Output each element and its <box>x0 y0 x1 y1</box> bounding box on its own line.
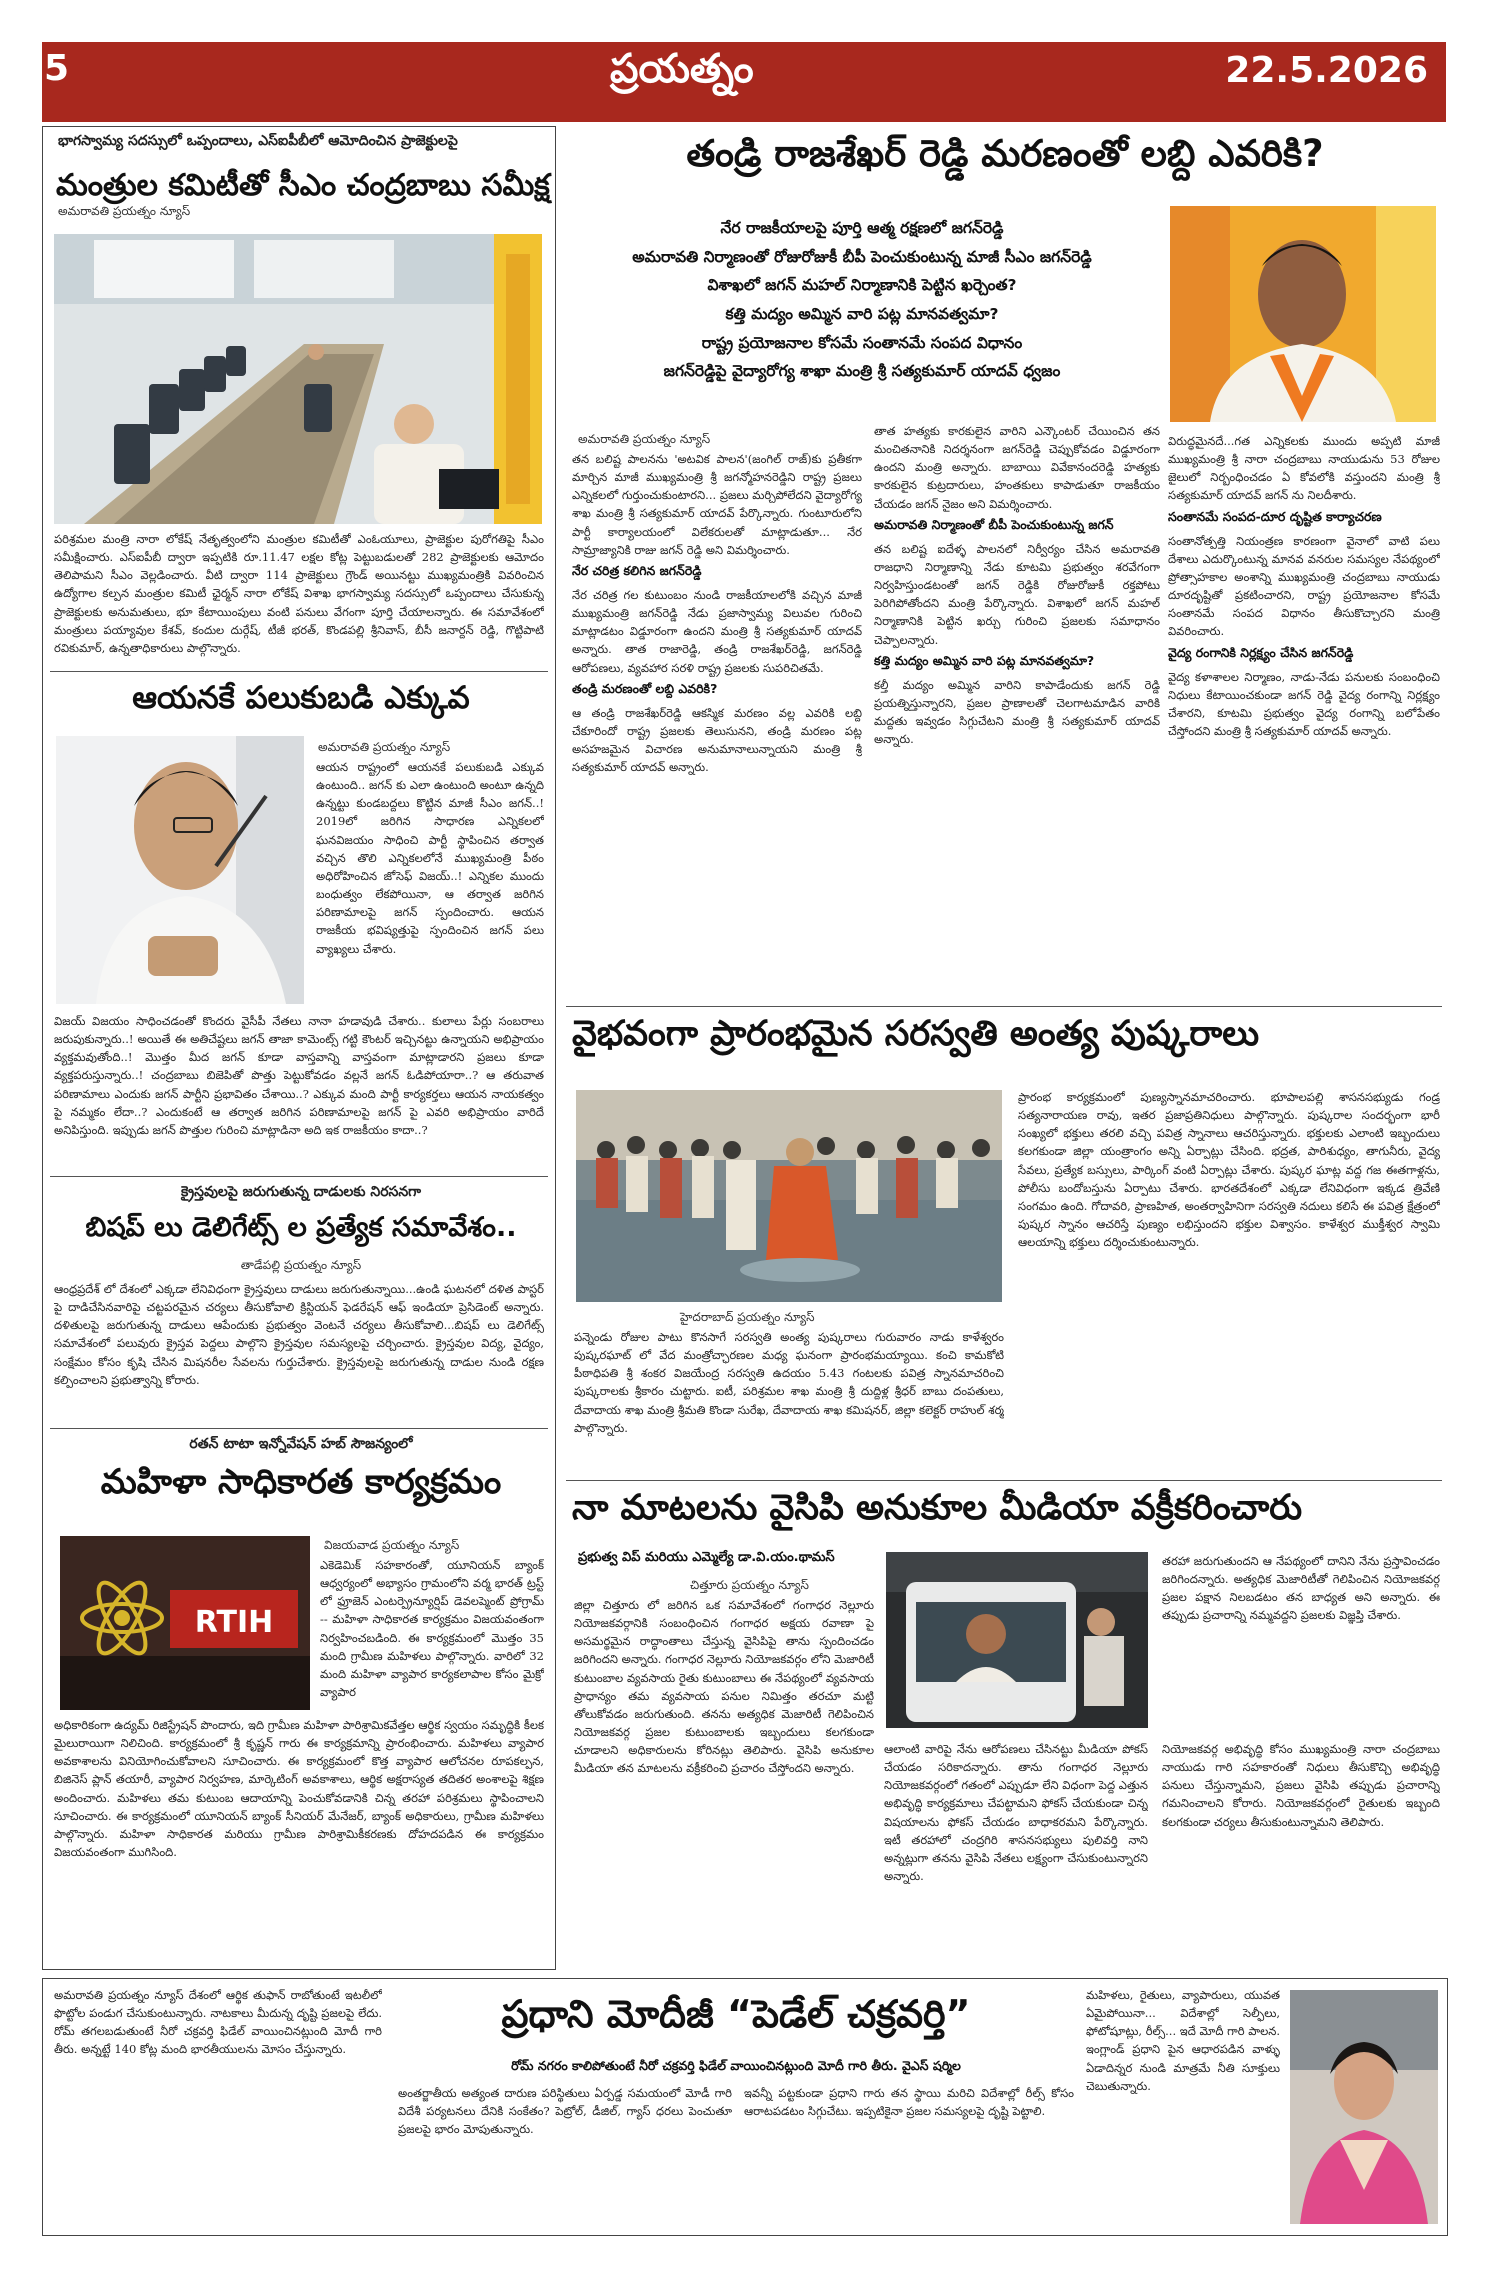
rajasekhar-col2-subhead: అమరావతి నిర్మాణంతో బీపీ పెంచుకుంటున్న జగన్ <box>874 516 1114 532</box>
issue-date: 22.5.2026 <box>1225 50 1428 91</box>
rajasekhar-col1-subhead: తండ్రి మరణంతో లబ్ది ఎవరికి? <box>572 680 718 696</box>
divider <box>50 1176 548 1177</box>
media-article-body-right-bottom: నియోజకవర్గ అభివృద్ధి కోసం ముఖ్యమంత్రి నారా చంద్రబాబు నాయుడు గారి సహకారంతో నిధులు తీసుకొచ్చి అభివృద్ధి పనులు చేస్తున్నామని, ప్రజలు వైసిపి తప్పుడు ప్రచారాన్ని గమనించాలని కోరారు. నియోజకవర్గంలో రైతులకు ఇబ్బంది కలగకుండా చర్యలు తీసుకుంటున్నామని తెలిపారు. <box>1162 1742 1440 1829</box>
rajasekhar-col2-text: కల్తీ మద్యం అమ్మిన వారిని కాపాడేందుకు జగన్ రెడ్డి ప్రయత్నిస్తున్నారని, ప్రజల ప్రాణాలతో చెలగాటమాడిన వారికి మద్దతు ఇవ్వడం సిగ్గుచేటని మంత్రి శ్రీ సత్యకుమార్ యాదవ్ అన్నారు. <box>874 677 1160 747</box>
sharmila-photo <box>1290 1990 1438 2224</box>
rajasekhar-col2 <box>874 422 1160 1002</box>
women-article-headline: మహిళా సాధికారత కార్యక్రమం <box>100 1462 502 1502</box>
rajasekhar-col1 <box>572 450 862 1000</box>
divider <box>50 671 548 672</box>
rajasekhar-col1-subhead: నేర చరిత్ర కలిగిన జగన్‌రెడ్డి <box>572 562 702 578</box>
rtih-logo-photo <box>60 1536 310 1710</box>
pushkaralu-body-right: ప్రారంభ కార్యక్రమంలో పుణ్యస్నానమాచరించారు. భూపాలపల్లి శాసనసభ్యుడు గండ్ర సత్యనారాయణ రావు, ఇతర ప్రజాప్రతినిధులు పాల్గొన్నారు. పుష్కరాల సందర్భంగా భారీ సంఖ్యలో భక్తులు తరలి వచ్చి పవిత్ర స్నానాలు ఆచరిస్తున్నారు. భక్తులకు ఎలాంటి ఇబ్బందులు కలగకుండా జిల్లా యంత్రాంగం అన్ని ఏర్పాట్లు చేసింది. భద్రత, పారిశుధ్యం, తాగునీరు, వైద్య సేవలు, ప్రత్యేక బస్సులు, పార్కింగ్ వంటి ఏర్పాట్లు చేశారు. పుష్కర ఘాట్ల వద్ద గజ ఈతగాళ్లను, పోలీసు బందోబస్తును ఏర్పాటు చేశారు. భారతదేశంలో ఎక్కడా లేనివిధంగా ఇక్కడ త్రివేణి సంగమం ఉంది. గోదావరి, ప్రాణహిత, అంతర్వాహినిగా సరస్వతి నదులు కలిసే ఈ పవిత్ర క్షేత్రంలో పుష్కర స్నానం ఆచరిస్తే పుణ్యం లభిస్తుందని భక్తుల విశ్వాసం. కాళేశ్వర ముక్తీశ్వర స్వామి ఆలయాన్ని భక్తులు దర్శించుకుంటున్నారు. <box>1018 1090 1440 1250</box>
rajasekhar-col1-text: ఆ తండ్రి రాజశేఖర్‌రెడ్డి ఆకస్మిక మరణం వల్ల ఎవరికి లబ్ది చేకూరిందో రాష్ట్ర ప్రజలకు తెలుసునని, తండ్రి మరణం పట్ల అసహజమైన విచారణ అనుమానాలున్నాయని మంత్రి శ్రీ సత్యకుమార్ యాదవ్ అన్నారు. <box>572 705 862 775</box>
pushkaralu-body-left: పన్నెండు రోజుల పాటు కొనసాగే సరస్వతి అంత్య పుష్కరాలు గురువారం నాడు కాళేశ్వరం పుష్కరఘాట్ లో వేద మంత్రోచ్ఛారణల మధ్య ఘనంగా ప్రారంభమయ్యాయి. కంచి కామకోటి పీఠాధిపతి శ్రీ శంకర విజయేంద్ర సరస్వతి ఉదయం 5.43 గంటలకు పవిత్ర స్నానమాచరించి పుష్కరాలకు శ్రీకారం చుట్టారు. ఐటీ, పరిశ్రమల శాఖ మంత్రి శ్రీ దుద్దిళ్ల శ్రీధర్ బాబు దంపతులు, దేవాదాయ శాఖ మంత్రి శ్రీమతి కొండా సురేఖ, దేవాదాయ శాఖ కమిషనర్, జిల్లా కలెక్టర్ రాహుల్ శర్మ పాల్గొన్నారు. <box>574 1330 1004 1435</box>
modi-article-body-far: మహిళలు, రైతులు, వ్యాపారులు, యువత ఏమైపోయినా... విదేశాల్లో సెల్ఫీలు, ఫోటోషూట్లు, రీల్స్... ఇదే మోదీ గారి పాలన. ఇంగ్లాండ్ ప్రధాని పైన ఆధారపడిన వాళ్ళు ఏడాదిన్నర నుండి మాత్రమే నీతి సూక్తులు చెబుతున్నారు. <box>1086 1988 1280 2093</box>
women-article-byline: విజయవాడ ప్రయత్నం న్యూస్ <box>324 1538 460 1552</box>
modi-article-headline: ప్రధాని మోదీజీ “పెడేల్ చక్రవర్తి” <box>501 1992 971 2036</box>
rajasekhar-subhead: రాష్ట్ర ప్రయోజనాల కోసమే సంతానమే సంపద విధానం <box>701 333 1023 352</box>
rajasekhar-subhead: జగన్‌రెడ్డిపై వైద్యారోగ్య శాఖా మంత్రి శ్రీ సత్యకుమార్ యాదవ్ ధ్వజం <box>663 362 1061 381</box>
rajasekhar-col3-subhead: వైద్య రంగానికి నిర్లక్ష్యం చేసిన జగన్‌రెడ్డి <box>1168 644 1354 660</box>
media-article-body-left: జిల్లా చిత్తూరు లో జరిగిన ఒక సమావేశంలో గంగాధర నెల్లూరు నియోజకవర్గానికి సంబంధించిన గంగాధర అక్షయ రవాణా పై అసమర్థమైన రాద్ధాంతాలు చేస్తున్న వైసిపిపై తాను స్పందించడం జరిగిందని అన్నారు. గంగాధర నెల్లూరు నియోజకవర్గం లోని మెజారిటీ కుటుంబాల వ్యవసాయ రైతు కుటుంబాలు ఈ నేపథ్యంలో వ్యవసాయ ప్రాధాన్యం తమ వ్యవసాయ పనుల నిమిత్తం తరచూ మట్టి తోలుకోవడం జరుగుతుంది. తనను అత్యధిక మెజారిటీ గెలిపించిన నియోజకవర్గ ప్రజల కుటుంబాలకు ఇబ్బందులు కలగకుండా చూడాలని అధికారులను కోరినట్లు తెలిపారు. వైసిపి అనుకూల మీడియా తన మాటలను వక్రీకరించి ప్రచారం చేస్తోందని అన్నారు. <box>574 1598 874 1776</box>
rajasekhar-article-byline: అమరావతి ప్రయత్నం న్యూస్ <box>578 432 711 446</box>
rajasekhar-col2-subhead: కత్తి మద్యం అమ్మిన వారి పట్ల మానవత్వమా? <box>874 652 1095 668</box>
bishops-article-kicker: క్రైస్తవులపై జరుగుతున్న దాడులకు నిరసనగా <box>180 1184 422 1200</box>
women-article-kicker: రతన్ టాటా ఇన్నోవేషన్ హబ్ సౌజన్యంలో <box>189 1436 413 1452</box>
media-article-byline-bold: ప్రభుత్వ విప్ మరియు ఎమ్మెల్యే డా.వి.యం.థామస్ <box>578 1550 835 1565</box>
modi-article-body-left: అమరావతి ప్రయత్నం న్యూస్ దేశంలో ఆర్థిక తుఫాన్ రాబోతుంటే ఇటలీలో ఫొట్టోల పండుగ చేసుకుంటున్నారు. నాటకాలు మీదున్న దృష్టి ప్రజలపై లేదు. రోమ్ తగలబడుతుంటే నీరో చక్రవర్తి ఫిడేల్ వాయించినట్లుంది మోదీ గారి తీరు. అన్నట్టే 140 కోట్ల మంది భారతీయులను మోసం చేస్తున్నారు. <box>54 1988 382 2057</box>
media-article-byline: చిత్తూరు ప్రయత్నం న్యూస్ <box>690 1578 809 1592</box>
rajasekhar-col2-text: తాత హత్యకు కారకులైన వారిని ఎన్కౌంటర్ చేయించిన తన మంచితనానికి నిదర్శనంగా జగన్‌రెడ్డి చెప్పుకోవడం విడ్డూరంగా ఉందని మంత్రి అన్నారు. బాబాయి వివేకానందరెడ్డి హత్యకు కారకులైన కుట్రదారులు, హంతకులు కాపాడుతూ రాజకీయం చేయడం జగన్ నైజం అని విమర్శించారు. <box>874 424 1160 511</box>
cm-article-headline: మంత్రుల కమిటీతో సీఎం చంద్రబాబు సమీక్ష <box>56 168 550 203</box>
page-number: 5 <box>44 48 70 89</box>
satyakumar-photo <box>1170 206 1436 422</box>
rajasekhar-col3-text: వైద్య కళాశాలల నిర్మాణం, నాడు-నేడు పనులకు సంబంధించి నిధులు కేటాయించకుండా జగన్ రెడ్డి వైద్య రంగాన్ని నిర్లక్ష్యం చేశారని, కూటమి ప్రభుత్వం వైద్య రంగాన్ని బలోపేతం చేస్తోందని మంత్రి శ్రీ సత్యకుమార్ యాదవ్ అన్నారు. <box>1168 669 1440 739</box>
jagan-article-byline: అమరావతి ప్రయత్నం న్యూస్ <box>318 740 451 754</box>
rajasekhar-col1-text: తన బలిష్ట పాలనను 'అటవిక పాలన'(జంగిల్ రాజ్)కు ప్రతీకగా మార్చిన మాజీ ముఖ్యమంత్రి శ్రీ జగన్మోహనరెడ్డిని రాష్ట్ర ప్రజలు ఎన్నికలలో గుర్తుంచుకుంటారని... ప్రజలు మర్చిపోలేదని వైద్యారోగ్య శాఖ మంత్రి శ్రీ సత్యకుమార్ యాదవ్ పేర్కొన్నారు. గుంటూరులోని పార్టీ కార్యాలయంలో విలేకరులతో మాట్లాడుతూ... నేర సామ్రాజ్యానికి రాజు జగన్ రెడ్డి అని విమర్శించారు. <box>572 452 862 557</box>
jagan-article-body-side: ఆయన రాష్ట్రంలో ఆయనకే పలుకుబడి ఎక్కువ ఉంటుంది.. జగన్ కు ఎలా ఉంటుంది అంటూ ఉన్నది ఉన్నట్టు కుండబద్దలు కొట్టిన మాజీ సీఎం జగన్..! 2019లో జరిగిన సాధారణ ఎన్నికలలో ఘనవిజయం సాధించి పార్టీ స్థాపించిన తర్వాత వచ్చిన తొలి ఎన్నికలలోనే ముఖ్యమంత్రి పీఠం అధిరోహించిన జోసెఫ్ విజయ్..! ఎన్నికల ముందు బంధుత్వం లేకపోయినా, ఆ తర్వాత జరిగిన పరిణామాలపై జగన్ స్పందించారు. ఆయన రాజకీయ భవిష్యత్తుపై స్పందించిన జగన్ పలు వ్యాఖ్యలు చేశారు. <box>316 760 544 956</box>
rajasekhar-col3-text: సంతానోత్పత్తి నియంత్రణ కారణంగా వైనాలో వాటి పలు దేశాలు ఎదుర్కొంటున్న మానవ వనరుల సమస్యల నేపథ్యంలో ప్రోత్సాహకాల అంశాన్ని ముఖ్యమంత్రి చంద్రబాబు నాయుడు దూరదృష్టితో ప్రకటించారని, రాష్ట్ర ప్రయోజనాల కోసమే సంతానమే సంపద విధానం తీసుకొచ్చారని మంత్రి వివరించారు. <box>1168 533 1440 639</box>
rajasekhar-subhead: విశాఖలో జగన్ మహల్ నిర్మాణానికి పెట్టిన ఖర్చెంత? <box>707 276 1017 295</box>
modi-article-subhead: రోమ్ నగరం కాలిపోతుంటే నీరో చక్రవర్తి ఫిడేల్ వాయించినట్లుంది మోదీ గారి తీరు. వైఎస్ షర్మిల <box>511 2058 961 2073</box>
rajasekhar-subhead: నేర రాజకీయాలపై పూర్తి ఆత్మ రక్షణలో జగన్‌రెడ్డి <box>720 219 1004 237</box>
divider <box>566 1006 1442 1007</box>
rajasekhar-col3 <box>1168 432 1440 1002</box>
rajasekhar-subhead: కత్తి మద్యం అమ్మిన వారి పట్ల మానవత్వమా? <box>725 305 999 324</box>
bishops-article-body: ఆంధ్రప్రదేశ్ లో దేశంలో ఎక్కడా లేనివిధంగా క్రైస్తవులు దాడులు జరుగుతున్నాయి...ఉండి ఘటనలో దళిత పాస్టర్ పై దాడిచేసినవారిపై చట్టపరమైన చర్యలు తీసుకోవాలి క్రిస్టియన్ ఫెడరేషన్ ఆఫ్ ఇండియా ప్రెసిడెంట్ అన్నారు. దళితులపై జరుగుతున్న దాడులు ఆపేందుకు ప్రభుత్వం వెంటనే చర్యలు తీసుకోవాలి...బిషప్ లు డెలిగేట్స్ సమావేశంలో పలువురు క్రైస్తవ పెద్దలు పాల్గొని క్రైస్తవుల సమస్యలపై చర్చించారు. క్రైస్తవుల విద్య, వైద్యం, సంక్షేమం కోసం కృషి చేసిన మిషనరీల సేవలను గుర్తుచేశారు. క్రైస్తవులపై జరుగుతున్న దాడుల నుండి రక్షణ కల్పించాలని ప్రభుత్వాన్ని కోరారు. <box>54 1282 544 1387</box>
women-article-body: అధికారికంగా ఉద్యమ్ రిజిస్ట్రేషన్ పొందారు, ఇది గ్రామీణ మహిళా పారిశ్రామికవేత్తల ఆర్థిక స్వయం సమృద్ధికి కీలక మైలురాయిగా నిలిచింది. కార్యక్రమంలో శ్రీ కృష్ణన్ గారు ఈ కార్యక్రమాన్ని ప్రారంభించారు. మహిళలు వ్యాపార అవకాశాలను వినియోగించుకోవాలని సూచించారు. ఈ కార్యక్రమంలో కొత్త వ్యాపార ఆలోచనల రూపకల్పన, బిజినెస్ ప్లాన్ తయారీ, వ్యాపార నిర్వహణ, మార్కెటింగ్ అవకాశాలు, ఆర్థిక అక్షరాస్యత తదితర అంశాలపై శిక్షణ అందించారు. మహిళలు తమ కుటుంబ ఆదాయాన్ని పెంచుకోవడానికి చిన్న తరహా పరిశ్రమలు స్థాపించాలని సూచించారు. ఈ కార్యక్రమంలో యూనియన్ బ్యాంక్ సీనియర్ మేనేజర్, బ్యాంక్ అధికారులు, గ్రామీణ మహిళలు పాల్గొన్నారు. మహిళా సాధికారత మరియు గ్రామీణ పారిశ్రామికీకరణకు దోహదపడిన ఈ కార్యక్రమం విజయవంతంగా ముగిసింది. <box>54 1718 544 1860</box>
jagan-article-body: విజయ్ విజయం సాధించడంతో కొందరు వైసీపీ నేతలు నానా హడావుడి చేశారు.. కులాలు పేర్లు సంబరాలు జరుపుకున్నారు..! అయితే ఈ అతిచేష్టలు జగన్ తాజా కామెంట్స్ గట్టి కౌంటర్ ఇచ్చినట్టు ఉన్నాయని అభిప్రాయం వ్యక్తమవుతోంది..! మొత్తం మీద జగన్ కూడా వాస్తవాన్ని వాస్తవంగా మాట్లాడారని ప్రజలు కూడా వ్యక్తపరుస్తున్నారు..! చంద్రబాబు బిజెపితో పొత్తు పెట్టుకోవడం వల్లనే జగన్ ఓడిపోయారా..? ఆ తరువాత పరిణామాలు ఎందుకు జగన్ పార్టీని ప్రభావితం చేశాయి..? ఎక్కువ మంది పార్టీ కార్యకర్తలు ఆయన నాయకత్వం పై నమ్మకం లేదా..? ఎందుకంటే ఆ తర్వాత జరిగిన పరిణామాలపై జగన్ పై ఎవరి అభిప్రాయం వారిదే అనిపిస్తుంది. ఇప్పుడు జగన్ పొత్తుల గురించి మాట్లాడినా అది ఇక రాజకీయం కాదా..? <box>54 1014 544 1137</box>
cm-article-kicker: భాగస్వామ్య సదస్సులో ఒప్పందాలు, ఎస్ఐపీబీలో ఆమోదించిన ప్రాజెక్టులపై <box>58 133 458 149</box>
cm-article-byline: అమరావతి ప్రయత్నం న్యూస్ <box>58 204 191 218</box>
rajasekhar-col2-text: తన బలిష్ట ఐదేళ్ళ పాలనలో నిర్వీర్యం చేసిన అమరావతి రాజధాని నిర్మాణాన్ని నేడు కూటమి ప్రభుత్వం శరవేగంగా నిర్వహిస్తుండటంతో జగన్ రెడ్డికి రోజురోజుకీ రక్తపోటు పెరిగిపోతోందని మంత్రి పేర్కొన్నారు. విశాఖలో జగన్ మహల్ నిర్మాణానికి పెట్టిన ఖర్చు గురించి ప్రజలకు సమాధానం చెప్పాలన్నారు. <box>874 541 1160 647</box>
jagan-article-headline: ఆయనకే పలుకుబడి ఎక్కువ <box>132 680 470 716</box>
modi-article-body-mid: అంతర్జాతీయ అత్యంత దారుణ పరిస్థితులు ఏర్పడ్డ సమయంలో మోడీ గారి విదేశీ పర్యటనలు దేనికి సంకేతం? పెట్రోల్, డీజిల్, గ్యాస్ ధరలు పెంచుతూ ప్రజలపై భారం మోపుతున్నారు. <box>398 2086 732 2137</box>
rajasekhar-col3-subhead: సంతానమే సంపద-దూర దృష్టిత కార్యాచరణ <box>1168 508 1382 524</box>
pushkaralu-byline: హైదరాబాద్ ప్రయత్నం న్యూస్ <box>680 1310 815 1324</box>
paper-name: ప్రయత్నం <box>610 46 754 92</box>
bishops-article-headline: బిషప్ లు డెలిగేట్స్ ల ప్రత్యేక సమావేశం.. <box>85 1212 517 1243</box>
pushkaralu-photo <box>576 1090 1002 1302</box>
rajasekhar-subhead: అమరావతి నిర్మాణంతో రోజురోజుకీ బీపీ పెంచుకుంటున్న మాజీ సీఎం జగన్‌రెడ్డి <box>632 247 1092 266</box>
rajasekhar-col1-text: నేర చరిత్ర గల కుటుంబం నుండి రాజకీయాలలోకి వచ్చిన మాజీ ముఖ్యమంత్రి జగన్‌రెడ్డి నేడు ప్రజాస్వామ్య విలువల గురించి మాట్లాడటం విడ్డూరంగా ఉందని మంత్రి శ్రీ సత్యకుమార్ యాదవ్ అన్నారు. తాత రాజారెడ్డి, తండ్రి రాజశేఖర్‌రెడ్డి, జగన్‌రెడ్డి ఆరోపణలు, వ్యవహార సరళి రాష్ట్ర ప్రజలకు సుపరిచితమే. <box>572 587 862 675</box>
media-article-headline: నా మాటలను వైసిపి అనుకూల మీడియా వక్రీకరించారు <box>572 1488 1303 1528</box>
women-article-body-side: ఎకెడెమిక్ సహకారంతో, యూనియన్ బ్యాంక్ ఆధ్వర్యంలో అభ్యాసం గ్రామంలోని వర్మ భారత్ ట్రస్ట్ లో ఫ్రూజెన్ ఎంటర్ప్రెన్యూర్షిప్ డెవలప్మెంట్ ప్రోగ్రామ్ -- మహిళా సాధికారత కార్యక్రమం విజయవంతంగా నిర్వహించబడింది. ఈ కార్యక్రమంలో మొత్తం 35 మంది గ్రామీణ మహిళలు పాల్గొన్నారు. వారిలో 32 మంది మహిళా వ్యాపార కార్యకలాపాల కోసం మైక్రో వ్యాపార <box>320 1558 544 1700</box>
jagan-photo <box>56 736 304 1004</box>
divider <box>50 1428 548 1429</box>
thomas-photo <box>886 1552 1148 1728</box>
media-article-body-mid: ఆలాంటి వారిపై నేను ఆరోపణలు చేసినట్టు మీడియా పోకస్ చేయడం సరికాదన్నారు. తాను గంగాధర నెల్లూరు నియోజకవర్గంలో గతంలో ఎప్పుడూ లేని విధంగా పెద్ద ఎత్తున అభివృద్ధి కార్యక్రమాలు చేపట్టామని ఫోకస్ చేయకుండా చిన్న విషయాలను ఫోకస్ చేయడం బాధాకరమని పేర్కొన్నారు. ఇటీ తరహాలో చంద్రగిరి శాసనసభ్యులు పులివర్తి నాని అన్నట్లుగా తనను వైసిపి నేతలు లక్ష్యంగా చేసుకుంటున్నారని అన్నారు. <box>884 1742 1148 1884</box>
media-article-body-right-top: తరహా జరుగుతుందని ఆ నేపథ్యంలో దానిని నేను ప్రస్తావించడం జరిగిందన్నారు. అత్యధిక మెజారిటీతో గెలిపించిన నియోజకవర్గ ప్రజల పక్షాన నిలబడటం తన బాధ్యత అని అన్నారు. ఈ తప్పుడు ప్రచారాన్ని నమ్మవద్దని ప్రజలకు విజ్ఞప్తి చేశారు. <box>1162 1554 1440 1623</box>
rtih-logo-text: RTIH <box>194 1605 274 1640</box>
cm-article-body: పరిశ్రమల మంత్రి నారా లోకేష్ నేతృత్వంలోని మంత్రుల కమిటీతో ఎంఓయూలు, ప్రాజెక్టుల పురోగతిపై సీఎం సమీక్షించారు. ఎస్ఐపీబీ ద్వారా ఇప్పటికి రూ.11.47 లక్షల కోట్ల పెట్టుబడులతో 282 ప్రాజెక్టులకు ఆమోదం తెలిపామని సీఎం వెల్లడించారు. వీటి ద్వారా 114 ప్రాజెక్టులు గ్రౌండ్ అయినట్టు ముఖ్యమంత్రికి వివరించిన ఉద్యోగాల కల్పన మంత్రుల కమిటీ ఛైర్మన్ నారా లోకేష్ విశాఖ భాగస్వామ్య సదస్సులో ఒప్పందాలు చేసుకున్న ప్రాజెక్టులకు అనుమతులు, భూ కేటాయింపులు వంటి పనులు వేగంగా పూర్తి చేయాలన్నారు. ఈ సమావేశంలో మంత్రులు పయ్యావుల కేశవ్, కందుల దుర్గేష్, టీజీ భరత్, కొండపల్లి శ్రీనివాస్, బీసీ జనార్దన్ రెడ్డి, గొట్టిపాటి రవికుమార్, ఉన్నతాధికారులు పాల్గొన్నారు. <box>54 532 544 655</box>
bishops-article-byline: తాడేపల్లి ప్రయత్నం న్యూస్ <box>240 1258 362 1272</box>
pushkaralu-article-headline: వైభవంగా ప్రారంభమైన సరస్వతి అంత్య పుష్కరాలు <box>572 1014 1260 1054</box>
rajasekhar-article-headline: తండ్రి రాజశేఖర్ రెడ్డి మరణంతో లబ్ది ఎవరికి? <box>686 132 1324 175</box>
rajasekhar-col3-text: విరుద్ధమైనదే...గత ఎన్నికలకు ముందు అప్పటి మాజీ ముఖ్యమంత్రి శ్రీ నారా చంద్రబాబు నాయుడును 53 రోజుల జైలులో నిర్బంధించడం ఏ కోవలోకి వస్తుందని మంత్రి శ్రీ సత్యకుమార్ యాదవ్ జగన్ ను నిలదీశారు. <box>1168 434 1440 503</box>
modi-article-body-right: ఇవన్నీ పట్టకుండా ప్రధాని గారు తన స్థాయి మరిచి విదేశాల్లో రీల్స్ కోసం ఆరాటపడటం సిగ్గుచేటు. ఇప్పటికైనా ప్రజల సమస్యలపై దృష్టి పెట్టాలి. <box>744 2086 1074 2119</box>
divider <box>566 1480 1442 1481</box>
cm-meeting-photo <box>54 234 542 524</box>
rajasekhar-subheads <box>572 214 1152 386</box>
